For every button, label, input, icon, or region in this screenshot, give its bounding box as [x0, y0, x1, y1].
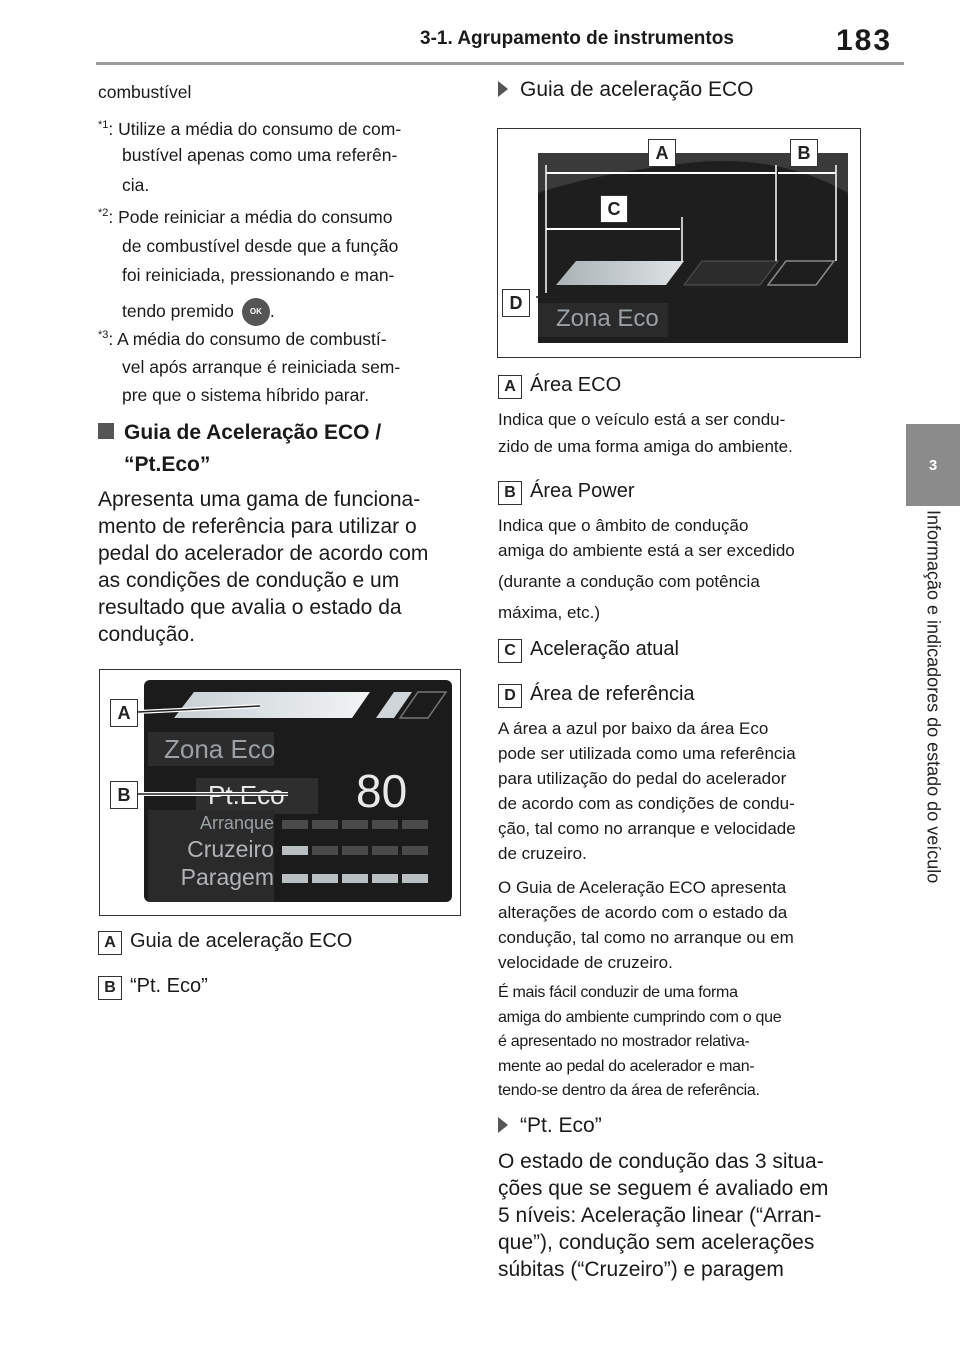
footnote-line: pre que o sistema híbrido parar. — [122, 384, 370, 405]
item-key: D — [498, 684, 522, 708]
callout-b: B — [110, 781, 138, 809]
para-line: é apresentado no mostrador relativa- — [498, 1033, 750, 1050]
pt-eco-label: Pt.Eco — [208, 780, 285, 810]
footnote-1 — [98, 112, 468, 198]
legend-item-a — [98, 930, 352, 955]
zona-eco-label: Zona Eco — [164, 734, 276, 764]
intro-line: mento de referência para utilizar o — [98, 515, 417, 538]
callout-a: A — [110, 699, 138, 727]
arrow-bullet-icon — [498, 1117, 508, 1133]
item-key: C — [498, 639, 522, 663]
legend-text: Guia de aceleração ECO — [130, 930, 353, 952]
arrow-bullet-icon — [498, 81, 508, 97]
intro-line: Apresenta uma gama de funciona- — [98, 488, 421, 511]
callout-a: A — [648, 139, 676, 167]
footnote-mark: *1 — [98, 119, 109, 131]
square-bullet-icon — [98, 423, 114, 439]
intro-line: as condições de condução e um — [98, 569, 400, 592]
footnote-end: . — [269, 300, 275, 321]
chapter-tab — [906, 424, 960, 506]
ok-button-icon: OK — [242, 298, 270, 326]
item-title: Área de referência — [530, 683, 695, 705]
item-body: zido de uma forma amiga do ambiente. — [498, 437, 793, 456]
footnote-mark: *2 — [98, 207, 109, 219]
para-line: tendo-se dentro da área de referência. — [498, 1082, 760, 1099]
para-line: súbitas (“Cruzeiro”) e paragem — [498, 1258, 784, 1281]
paragraph-easier — [498, 981, 868, 1104]
legend-key: B — [98, 976, 122, 1000]
item-title: Aceleração atual — [530, 638, 679, 660]
intro-line: pedal do acelerador de acordo com — [98, 542, 429, 565]
item-b — [498, 480, 868, 625]
item-body: ção, tal como no arranque e velocidade — [498, 819, 796, 838]
item-body: Indica que o âmbito de condução — [498, 516, 749, 535]
subheading-text: Guia de aceleração ECO — [520, 78, 754, 101]
item-body: pode ser utilizada como uma referência — [498, 744, 796, 763]
chapter-tab-text — [906, 510, 960, 990]
row-label-arranque: Arranque — [199, 813, 274, 833]
subheading-eco-guide — [498, 78, 753, 102]
footnote-3 — [98, 322, 468, 408]
item-title: Área Power — [530, 480, 635, 502]
item-a — [498, 374, 868, 459]
paragraph-changes — [498, 875, 868, 975]
zona-eco-label: Zona Eco — [556, 305, 659, 332]
section-title: 3-1. Agrupamento de instrumentos — [420, 28, 734, 49]
footnote-line: de combustível desde que a função — [122, 235, 399, 256]
legend-item-b — [98, 975, 208, 1000]
footnote-2 — [98, 200, 468, 326]
item-key: B — [498, 481, 522, 505]
para-line: O estado de condução das 3 situa- — [498, 1150, 824, 1173]
para-line: condução, tal como no arranque ou em — [498, 928, 794, 947]
callout-c: C — [600, 195, 628, 223]
figure-eco-guide-diagram — [497, 128, 861, 358]
para-line: ções que se seguem é avaliado em — [498, 1177, 829, 1200]
subheading-pt-eco — [498, 1114, 602, 1138]
item-body: de cruzeiro. — [498, 844, 587, 863]
footnote-line: bustível apenas como uma referên- — [122, 144, 398, 165]
subheading-text: “Pt. Eco” — [520, 1114, 602, 1137]
footnote-line: : Utilize a média do consumo de com- — [108, 118, 402, 139]
para-line: O Guia de Aceleração ECO apresenta — [498, 878, 787, 897]
item-body: Indica que o veículo está a ser condu- — [498, 410, 786, 429]
speed-readout: 80 — [356, 765, 408, 817]
para-line: amiga do ambiente cumprindo com o que — [498, 1008, 782, 1026]
figure-pt-eco-display — [99, 669, 461, 916]
item-body: máxima, etc.) — [498, 603, 601, 622]
continued-text: combustível — [98, 82, 192, 102]
item-key: A — [498, 375, 522, 399]
callout-d: D — [502, 289, 530, 317]
footnote-mark: *3 — [98, 329, 109, 341]
intro-line: resultado que avalia o estado da — [98, 596, 402, 619]
callout-b: B — [790, 139, 818, 167]
footnote-line: vel após arranque é reiniciada sem- — [122, 356, 401, 377]
section-heading — [98, 418, 468, 480]
legend-text: “Pt. Eco” — [130, 975, 208, 997]
intro-paragraph — [98, 486, 468, 648]
row-label-paragem: Paragem — [180, 864, 274, 890]
item-body: A área a azul por baixo da área Eco — [498, 719, 769, 738]
footnote-line: : A média do consumo de combustí- — [108, 328, 387, 349]
header-rule — [96, 62, 904, 65]
para-line: mente ao pedal do acelerador e man- — [498, 1057, 755, 1075]
footnote-line: cia. — [122, 174, 150, 195]
item-d — [498, 683, 868, 866]
para-line: que”), condução sem acelerações — [498, 1231, 815, 1254]
callout-lines — [100, 670, 460, 915]
item-title: Área ECO — [530, 374, 622, 396]
intro-line: condução. — [98, 623, 195, 646]
footnote-line: foi reiniciada, pressionando e man- — [122, 264, 395, 285]
footnote-line: : Pode reiniciar a média do consumo — [108, 206, 393, 227]
para-line: velocidade de cruzeiro. — [498, 953, 673, 972]
para-line: 5 níveis: Aceleração linear (“Arran- — [498, 1204, 822, 1227]
item-body: (durante a condução com potência — [498, 572, 760, 591]
paragraph-pt-eco — [498, 1148, 868, 1283]
para-line: É mais fácil conduzir de uma forma — [498, 984, 738, 1001]
para-line: alterações de acordo com o estado da — [498, 903, 788, 922]
heading-line: “Pt.Eco” — [124, 453, 211, 476]
row-label-cruzeiro: Cruzeiro — [187, 836, 274, 862]
chapter-title: Informação e indicadores do estado do veículo — [923, 510, 944, 884]
item-c — [498, 638, 868, 663]
page-number: 183 — [836, 24, 893, 57]
legend-key: A — [98, 931, 122, 955]
chapter-number: 3 — [928, 456, 938, 474]
heading-line: Guia de Aceleração ECO / — [124, 421, 382, 444]
item-body: para utilização do pedal do acelerador — [498, 769, 787, 788]
footnote-line: tendo premido — [122, 300, 234, 321]
item-body: de acordo com as condições de condu- — [498, 794, 795, 813]
item-body: amiga do ambiente está a ser excedido — [498, 541, 795, 560]
